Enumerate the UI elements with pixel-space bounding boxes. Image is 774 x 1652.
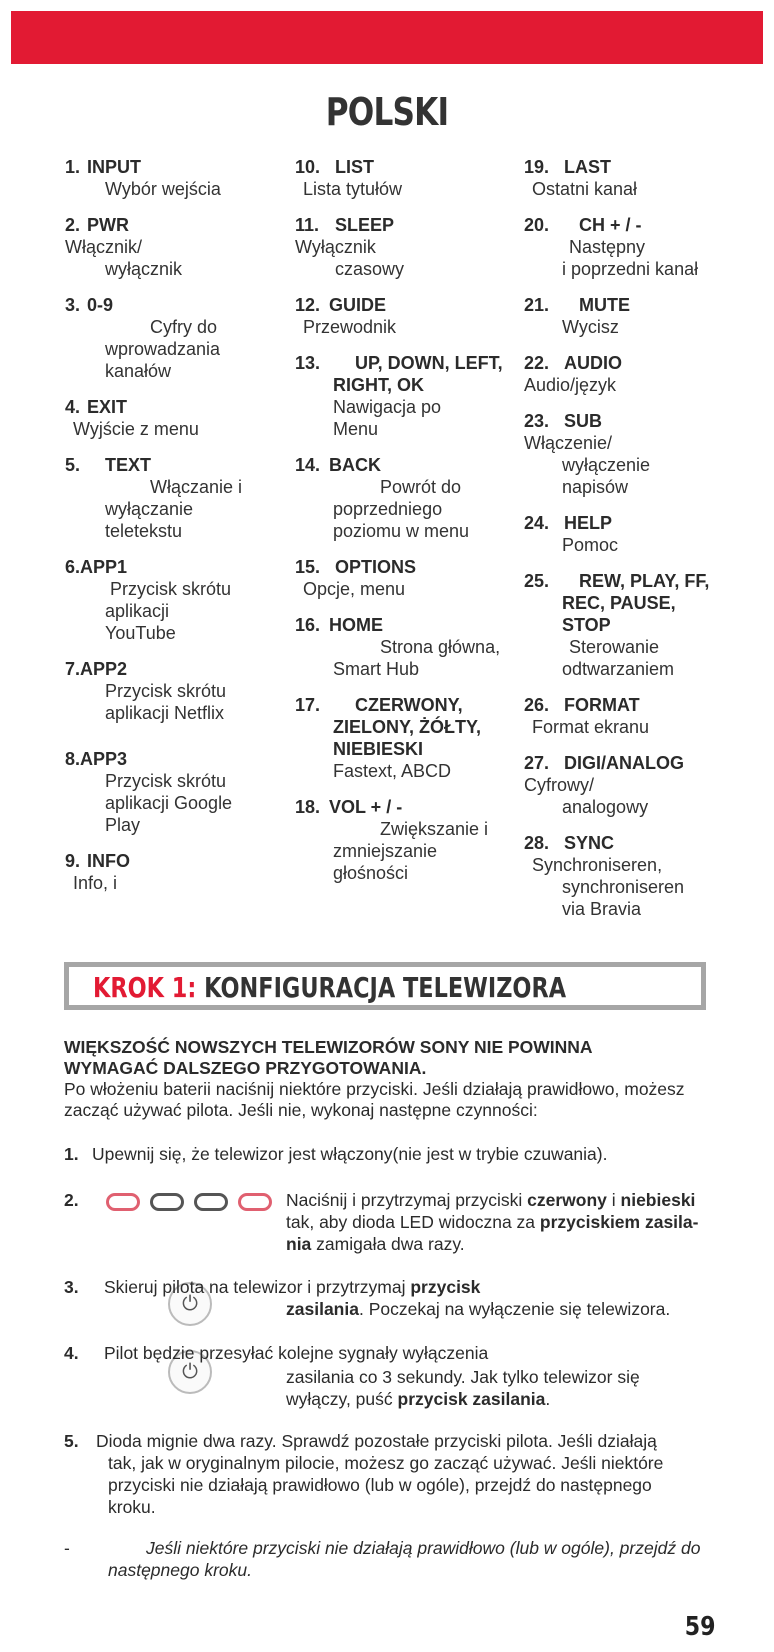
list-item: 11. SLEEP Wyłącznik czasowy [295,215,405,279]
list-item: 18. VOL + / - Zwiększanie i zmniejszanie głośności [295,797,489,883]
list-item: 13. UP, DOWN, LEFT, RIGHT, OK Nawigacja po Menu [295,353,503,439]
list-item: 16. HOME Strona główna, Smart Hub [295,615,501,679]
note: - Jeśli niektóre przyciski nie działają prawidłowo (lub w ogóle), przejdź do następnego kroku. [64,1538,701,1580]
step-heading [93,971,566,1004]
button-list-column-2 [295,156,515,898]
list-item: 1. INPUT Wybór wejścia [65,157,221,199]
page-number: 59 [684,1612,716,1642]
power-button-icon: ⏻ [168,1282,212,1326]
step-1: 1. Upewnij się, że telewizor jest włączony(nie jest w trybie czuwania). [64,1144,608,1164]
list-item: 23. SUB Włączenie/ wyłączenie napisów [524,411,651,497]
yellow-button-icon [194,1193,228,1211]
list-item: 8. APP3 Przycisk skrótu aplikacji Google Play [65,749,233,835]
header-red-bar [11,11,763,64]
list-item: 21. MUTE Wycisz [524,295,630,337]
step-title: KONFIGURACJA TELEWIZORA [204,971,567,1004]
list-item: 5. TEXT Włączanie i wyłączanie teletekstu [65,455,243,541]
blue-button-icon [238,1193,272,1211]
list-item: 26. FORMAT Format ekranu [524,695,650,737]
list-item: 3. 0-9 Cyfry do wprowadzania kanałów [65,295,221,381]
list-item: 7. APP2 Przycisk skrótu aplikacji Netflix [65,659,227,723]
step-4: 4. ⏻ Pilot będzie przesyłać kolejne sygnały wyłączenia zasilania co 3 sekundy. Jak tylko telewizor się wyłączy, puść przycisk zasilania. [64,1343,640,1409]
step-5: 5. Dioda mignie dwa razy. Sprawdź pozostałe przyciski pilota. Jeśli działają tak, jak w oryginalnym pilocie, możesz go zacząć używać. Jeśli niektóre przyciski nie działają prawidłowo (lub w ogóle), przejdź do następnego kroku. [64,1431,664,1517]
button-list-column-1 [65,156,265,908]
step-2: 2. Naciśnij i przytrzymaj przyciski czerwony i niebieski tak, aby dioda LED widoczna za przyciskiem zasila- nia zamigała dwa razy. [64,1190,699,1254]
list-item: 27. DIGI/ANALOG Cyfrowy/ analogowy [524,753,684,817]
list-item: 20. CH + / - Następny i poprzedni kanał [524,215,699,279]
intro-text: WIĘKSZOŚĆ NOWSZYCH TELEWIZORÓW SONY NIE POWINNA WYMAGAĆ DALSZEGO PRZYGOTOWANIA. Po włożeniu baterii naciśnij niektóre przyciski. Jeśli działają prawidłowo, możesz zacząć używać pilota. Jeśli nie, wykonaj następne czynności: [64,1037,685,1120]
red-button-icon [106,1193,140,1211]
power-button-icon: ⏻ [168,1350,212,1394]
list-item: 9. INFO Info, i [65,851,130,893]
list-item: 17. CZERWONY, ZIELONY, ŻÓŁTY, NIEBIESKI Fastext, ABCD [295,695,482,781]
language-title: POLSKI [325,90,449,134]
step-heading-box [64,962,706,1010]
list-item: 24. HELP Pomoc [524,513,619,555]
list-item: 15. OPTIONS Opcje, menu [295,557,417,599]
step-label: KROK 1: [93,971,197,1004]
list-item: 19. LAST Ostatni kanał [524,157,638,199]
list-item: 25. REW, PLAY, FF, REC, PAUSE, STOP Sterowanie odtwarzaniem [524,571,710,679]
list-item: 12. GUIDE Przewodnik [295,295,397,337]
list-item: 2. PWR Włącznik/ wyłącznik [65,215,183,279]
list-item: 4. EXIT Wyjście z menu [65,397,199,439]
button-list-column-3 [524,156,744,934]
list-item: 22. AUDIO Audio/język [524,353,622,395]
list-item: 10. LIST Lista tytułów [295,157,403,199]
list-item: 6. APP1 Przycisk skrótu aplikacji YouTube [65,557,232,643]
color-buttons-illustration [106,1193,282,1216]
green-button-icon [150,1193,184,1211]
list-item: 28. SYNC Synchroniseren, synchroniseren via Bravia [524,833,685,919]
list-item: 14. BACK Powrót do poprzedniego poziomu w menu [295,455,470,541]
step-3: 3. ⏻ Skieruj pilota na telewizor i przytrzymaj przycisk zasilania. Poczekaj na wyłączenie się telewizora. [64,1276,724,1336]
